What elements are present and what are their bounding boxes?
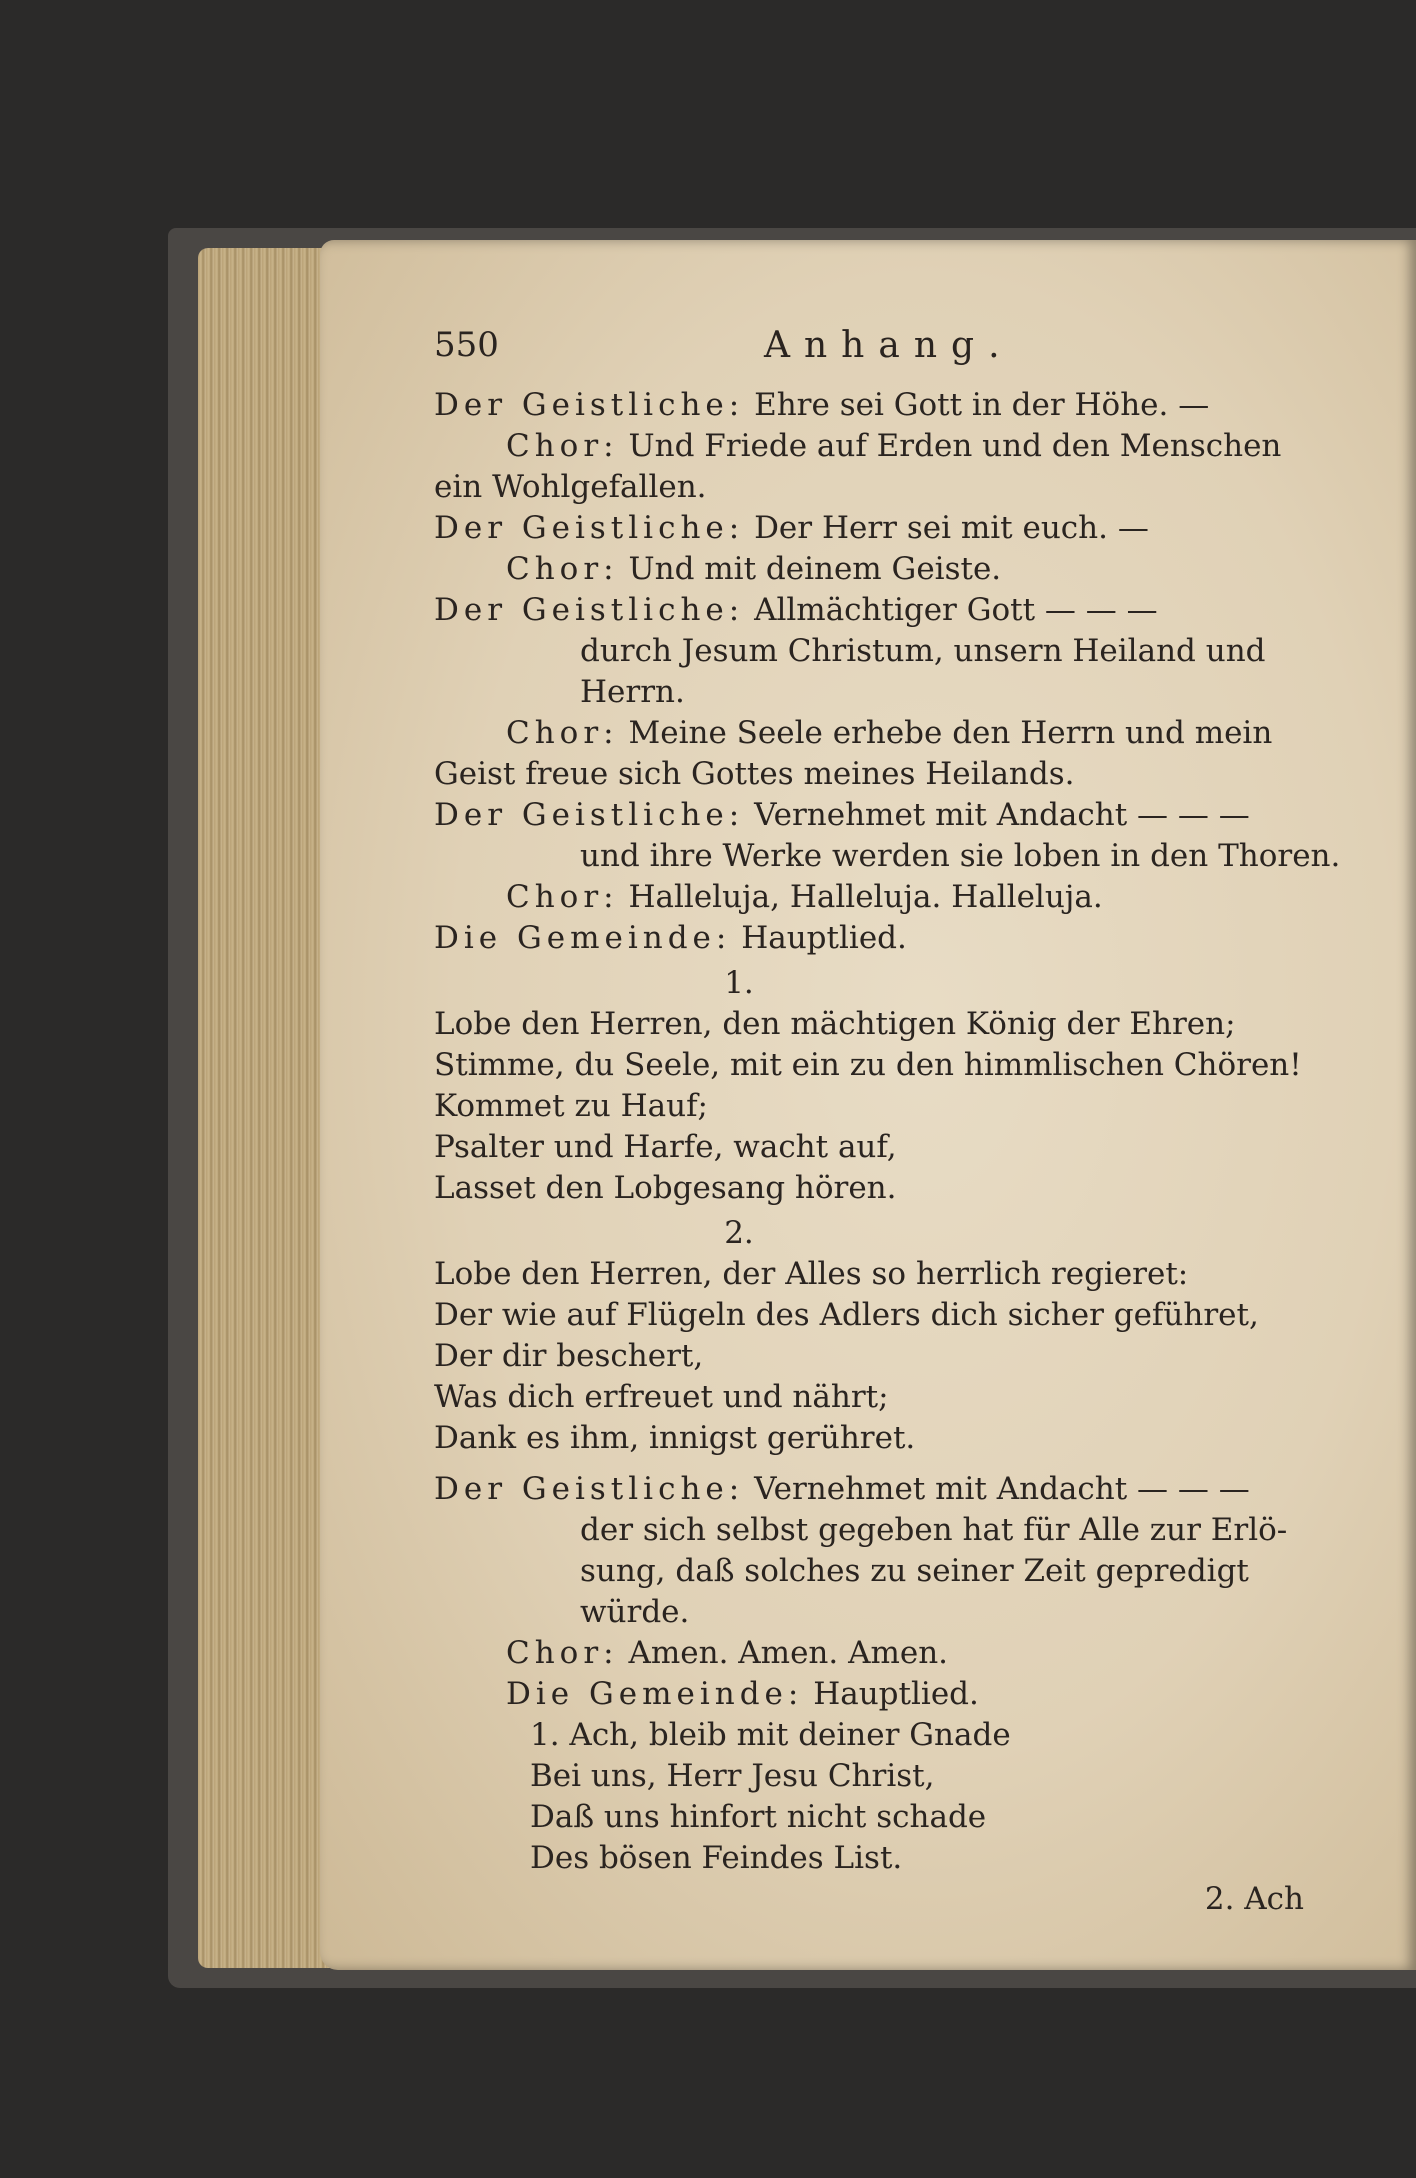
- liturgy-line: [434, 795, 1334, 836]
- line-text: Und Friede auf Erden und den Menschen: [628, 428, 1282, 464]
- line-text: Herrn.: [580, 674, 685, 710]
- speaker-label: Der Geistliche:: [434, 510, 745, 546]
- line-text: Meine Seele erhebe den Herrn und mein: [628, 715, 1273, 751]
- speaker-label: Die Gemeinde:: [434, 920, 732, 956]
- verse-number: 2.: [724, 1215, 754, 1251]
- verse-line: Daß uns hinfort nicht schade: [530, 1799, 987, 1835]
- verse-line: Dank es ihm, innigst gerühret.: [434, 1420, 916, 1456]
- line-text: würde.: [580, 1594, 690, 1630]
- verse-line: Der dir beschert,: [434, 1338, 704, 1374]
- line-text: Hauptlied.: [813, 1676, 979, 1712]
- liturgy-line: [434, 467, 1334, 508]
- liturgy-block-1: [434, 385, 1341, 959]
- line-text: ein Wohlgefallen.: [434, 469, 707, 505]
- verse-line: Stimme, du Seele, mit ein zu den himmlischen Chören!: [434, 1047, 1302, 1083]
- speaker-label: Der Geistliche:: [434, 592, 745, 628]
- liturgy-line: [434, 754, 1334, 795]
- verse-line: Psalter und Harfe, wacht auf,: [434, 1129, 897, 1165]
- line-text: Der Herr sei mit euch. —: [754, 510, 1149, 546]
- verse-line: Kommet zu Hauf;: [434, 1088, 708, 1124]
- line-text: Geist freue sich Gottes meines Heilands.: [434, 756, 1075, 792]
- speaker-label: Chor:: [506, 1635, 619, 1671]
- verse-line: Bei uns, Herr Jesu Christ,: [530, 1758, 935, 1794]
- liturgy-line: [434, 1469, 1334, 1510]
- page-header: [434, 325, 1334, 385]
- verse-line: Der wie auf Flügeln des Adlers dich sicher geführet,: [434, 1297, 1259, 1333]
- liturgy-line: [434, 1592, 1334, 1633]
- liturgy-line: [434, 385, 1334, 426]
- page-number: 550: [434, 325, 499, 365]
- verse-line: Des bösen Feindes List.: [530, 1840, 903, 1876]
- line-text: Vernehmet mit Andacht — — —: [754, 797, 1250, 833]
- line-text: Und mit deinem Geiste.: [628, 551, 1002, 587]
- running-head: Anhang.: [764, 325, 1014, 366]
- verse-2: [434, 1254, 1334, 1459]
- line-text: Vernehmet mit Andacht — — —: [754, 1471, 1250, 1507]
- speaker-label: Chor:: [506, 551, 619, 587]
- verse-line: Lobe den Herren, der Alles so herrlich regieret:: [434, 1256, 1189, 1292]
- liturgy-line: [434, 877, 1334, 918]
- line-text: Allmächtiger Gott — — —: [754, 592, 1158, 628]
- liturgy-block-2: [434, 1469, 1334, 1715]
- catchword: 2. Ach: [1204, 1881, 1304, 1917]
- liturgy-line: [434, 426, 1334, 467]
- liturgy-line: [434, 713, 1334, 754]
- speaker-label: Chor:: [506, 428, 619, 464]
- verse-line: Was dich erfreuet und nährt;: [434, 1379, 889, 1415]
- line-text: durch Jesum Christum, unsern Heiland und: [580, 633, 1266, 669]
- speaker-label: Der Geistliche:: [434, 387, 745, 423]
- line-text: Hauptlied.: [741, 920, 907, 956]
- line-text: sung, daß solches zu seiner Zeit gepredigt: [580, 1553, 1249, 1589]
- line-text: Amen. Amen. Amen.: [628, 1635, 949, 1671]
- liturgy-line: [434, 1674, 1334, 1715]
- liturgy-line: [434, 672, 1334, 713]
- verse-number: 1.: [724, 965, 754, 1001]
- liturgy-line: [434, 590, 1334, 631]
- verse-1: [434, 1004, 1334, 1209]
- verse-line: 1. Ach, bleib mit deiner Gnade: [530, 1717, 1011, 1753]
- speaker-label: Chor:: [506, 715, 619, 751]
- liturgy-line: [434, 836, 1341, 877]
- liturgy-line: [434, 631, 1334, 672]
- liturgy-line: [434, 1633, 1334, 1674]
- verse-line: Lobe den Herren, den mächtigen König der Ehren;: [434, 1006, 1236, 1042]
- page-content: [434, 325, 1341, 1920]
- line-text: Halleluja, Halleluja. Halleluja.: [628, 879, 1103, 915]
- liturgy-line: [434, 1551, 1334, 1592]
- hymn-2: [434, 1715, 1334, 1879]
- liturgy-line: [434, 918, 1334, 959]
- speaker-label: Chor:: [506, 879, 619, 915]
- line-text: der sich selbst gegeben hat für Alle zur Erlö-: [580, 1512, 1288, 1548]
- line-text: und ihre Werke werden sie loben in den Thoren.: [580, 838, 1341, 874]
- speaker-label: Die Gemeinde:: [506, 1676, 804, 1712]
- speaker-label: Der Geistliche:: [434, 797, 745, 833]
- liturgy-line: [434, 508, 1334, 549]
- line-text: Ehre sei Gott in der Höhe. —: [754, 387, 1210, 423]
- verse-line: Lasset den Lobgesang hören.: [434, 1170, 897, 1206]
- speaker-label: Der Geistliche:: [434, 1471, 745, 1507]
- liturgy-line: [434, 549, 1334, 590]
- liturgy-line: [434, 1510, 1334, 1551]
